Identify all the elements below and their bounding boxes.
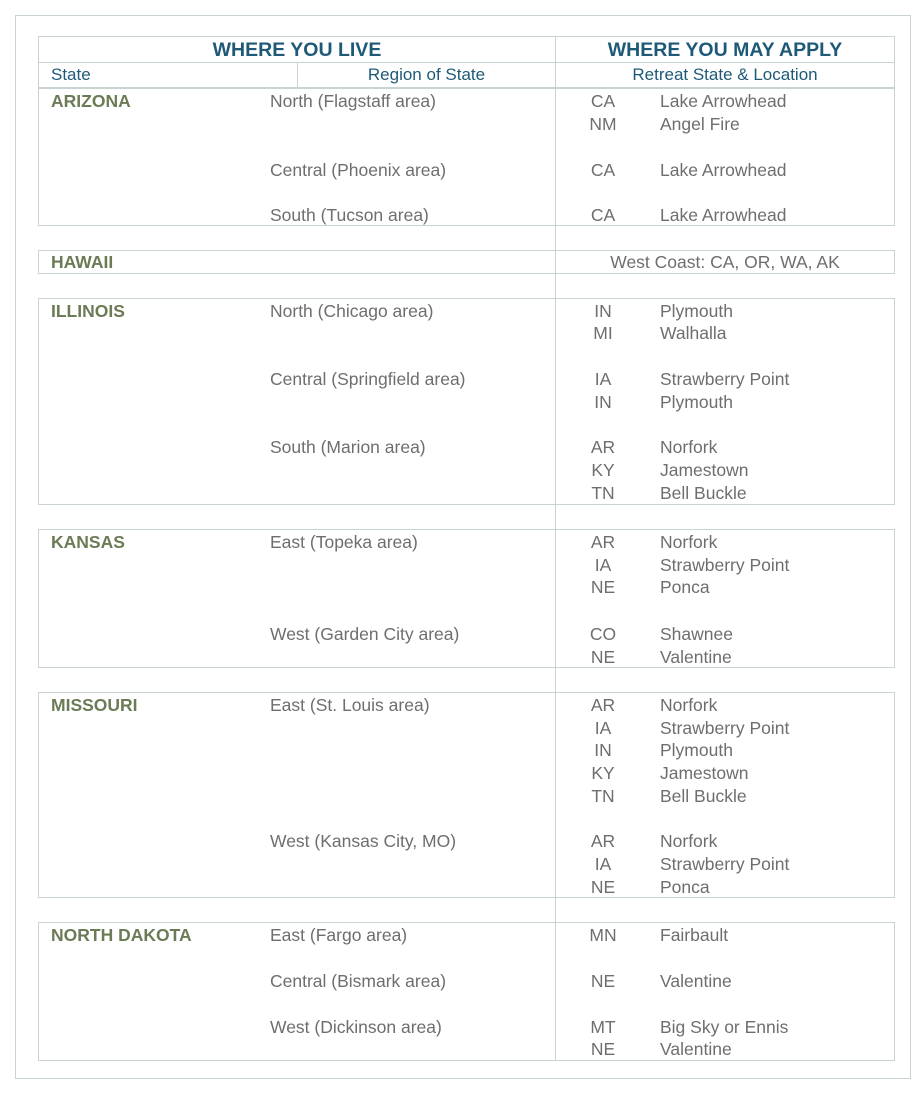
retreat-location: Strawberry Point (660, 369, 790, 389)
retreat-state-code: NM (589, 114, 617, 134)
retreat-note: West Coast: CA, OR, WA, AK (610, 252, 840, 272)
gap-line (555, 226, 556, 250)
retreat-state-code: NE (590, 577, 616, 597)
retreat-state-code: IN (594, 301, 612, 321)
retreat-location: Bell Buckle (660, 483, 747, 503)
column-divider (555, 299, 556, 504)
column-header-state: State (51, 65, 91, 84)
gap-line (555, 668, 556, 692)
retreat-location: Bell Buckle (660, 786, 747, 806)
retreat-location: Plymouth (660, 740, 733, 760)
retreat-location: Shawnee (660, 624, 733, 644)
region-name: Central (Springfield area) (270, 369, 466, 389)
region-name: North (Chicago area) (270, 301, 434, 321)
region-name: South (Marion area) (270, 437, 426, 457)
retreat-state-code: AR (590, 831, 616, 851)
retreat-state-code: AR (590, 437, 616, 457)
region-name: Central (Bismark area) (270, 971, 447, 991)
retreat-state-code: TN (591, 786, 615, 806)
where-you-may-apply-title: WHERE YOU MAY APPLY (607, 39, 843, 61)
retreat-location: Angel Fire (660, 114, 740, 134)
retreat-location: Norfork (660, 532, 718, 552)
retreat-state-code: CA (590, 160, 616, 180)
gap-line (555, 898, 556, 922)
region-name: North (Flagstaff area) (270, 91, 436, 111)
retreat-location: Plymouth (660, 301, 733, 321)
retreat-state-code: CO (589, 624, 617, 644)
retreat-location: Norfork (660, 695, 718, 715)
retreat-state-code: MI (593, 323, 613, 343)
retreat-state-code: IA (594, 718, 612, 738)
retreat-state-code: IA (594, 369, 612, 389)
retreat-state-code: NE (590, 877, 616, 897)
retreat-location: Lake Arrowhead (660, 91, 787, 111)
retreat-state-code: MT (590, 1017, 616, 1037)
retreat-state-code: IA (594, 555, 612, 575)
retreat-state-code: MN (589, 925, 617, 945)
retreat-location: Ponca (660, 577, 710, 597)
region-name: East (Topeka area) (270, 532, 418, 552)
retreat-location: Valentine (660, 647, 732, 667)
table-header (38, 36, 895, 88)
retreat-state-code: IN (594, 740, 612, 760)
region-name: South (Tucson area) (270, 205, 429, 225)
state-name: KANSAS (51, 532, 125, 552)
retreat-location: Fairbault (660, 925, 729, 945)
state-name: NORTH DAKOTA (51, 925, 192, 945)
retreat-state-code: KY (591, 763, 615, 783)
region-name: West (Kansas City, MO) (270, 831, 457, 851)
retreat-state-code: AR (590, 695, 616, 715)
region-name: West (Dickinson area) (270, 1017, 442, 1037)
retreat-state-code: TN (591, 483, 615, 503)
where-you-live-title: WHERE YOU LIVE (212, 39, 382, 61)
retreat-location: Jamestown (660, 763, 749, 783)
state-name: MISSOURI (51, 695, 138, 715)
retreat-state-code: CA (590, 205, 616, 225)
state-section-arizona (38, 88, 895, 226)
state-name: HAWAII (51, 252, 114, 272)
column-divider (555, 89, 556, 225)
retreat-location: Big Sky or Ennis (660, 1017, 789, 1037)
retreat-location: Valentine (660, 971, 732, 991)
retreat-state-code: IN (594, 392, 612, 412)
retreat-location: Lake Arrowhead (660, 160, 787, 180)
retreat-location: Norfork (660, 437, 718, 457)
retreat-location: Norfork (660, 831, 718, 851)
retreat-location: Strawberry Point (660, 718, 790, 738)
state-section-missouri (38, 692, 895, 898)
retreat-location: Jamestown (660, 460, 749, 480)
state-name: ILLINOIS (51, 301, 125, 321)
column-divider (555, 530, 556, 667)
retreat-state-code: NE (590, 971, 616, 991)
column-header-region: Region of State (367, 65, 486, 84)
state-section-north-dakota (38, 922, 895, 1061)
region-name: Central (Phoenix area) (270, 160, 447, 180)
retreat-location: Valentine (660, 1039, 732, 1059)
region-name: East (St. Louis area) (270, 695, 430, 715)
state-section-illinois (38, 298, 895, 505)
retreat-location: Plymouth (660, 392, 733, 412)
column-header-retreat: Retreat State & Location (632, 65, 818, 84)
retreat-location: Strawberry Point (660, 854, 790, 874)
state-section-kansas (38, 529, 895, 668)
retreat-state-code: IA (594, 854, 612, 874)
retreat-location: Walhalla (660, 323, 727, 343)
retreat-state-code: NE (590, 647, 616, 667)
gap-line (555, 274, 556, 298)
column-divider (555, 923, 556, 1060)
retreat-location: Ponca (660, 877, 710, 897)
gap-line (555, 505, 556, 529)
retreat-state-code: NE (590, 1039, 616, 1059)
region-name: East (Fargo area) (270, 925, 408, 945)
region-name: West (Garden City area) (270, 624, 460, 644)
state-section-hawaii (38, 250, 895, 274)
retreat-location: Lake Arrowhead (660, 205, 787, 225)
retreat-state-code: CA (590, 91, 616, 111)
state-name: ARIZONA (51, 91, 131, 111)
column-divider (555, 693, 556, 897)
retreat-location: Strawberry Point (660, 555, 790, 575)
retreat-state-code: KY (591, 460, 615, 480)
retreat-state-code: AR (590, 532, 616, 552)
